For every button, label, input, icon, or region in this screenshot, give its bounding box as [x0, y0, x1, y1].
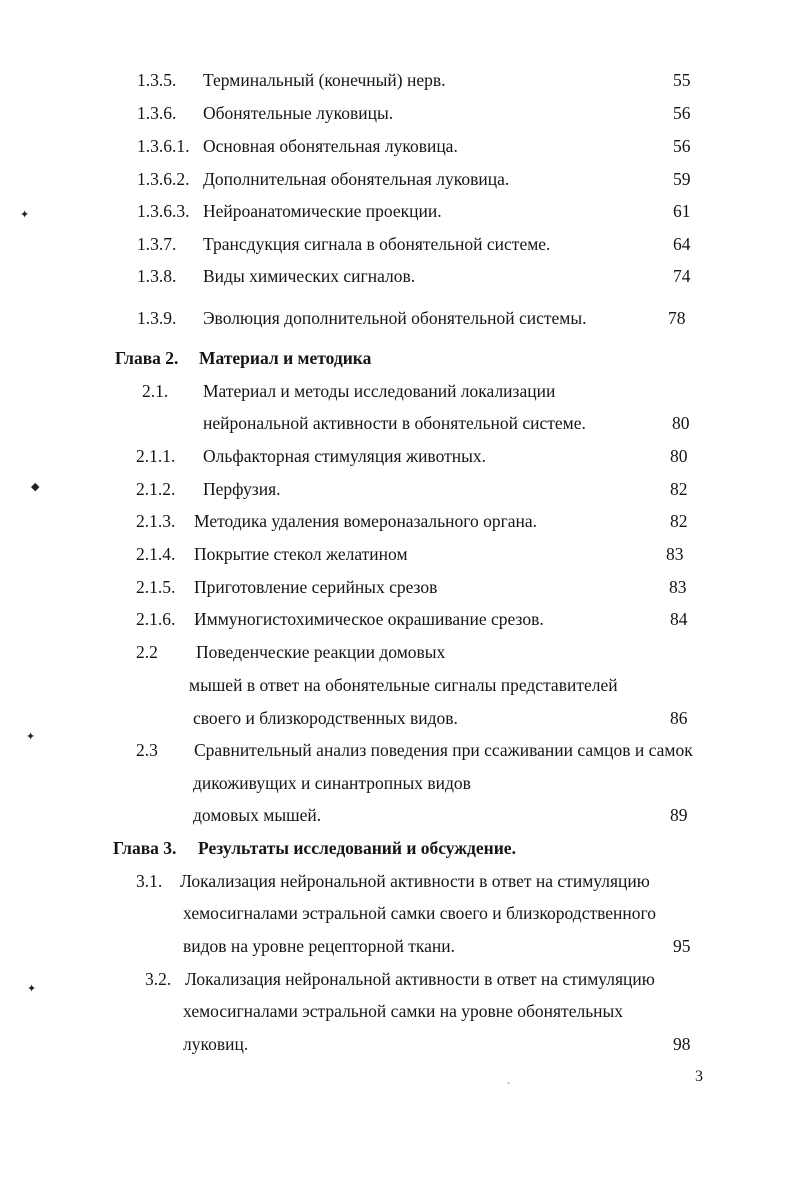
entry-title: Виды химических сигналов. [203, 266, 416, 286]
entry-page: 61 [673, 201, 691, 221]
entry-number: 1.3.7. [137, 234, 177, 254]
entry-number: 1.3.6. [137, 103, 177, 123]
entry-number: 1.3.8. [137, 266, 177, 286]
entry-title: Эволюция дополнительной обонятельной системы. [203, 308, 587, 328]
entry-page: 78 [668, 308, 686, 328]
entry-title: Перфузия. [203, 479, 281, 499]
entry-number: 1.3.9. [137, 308, 177, 328]
entry-title: Поведенческие реакции домовых [196, 642, 446, 662]
entry-number: 2.1.2. [136, 479, 176, 499]
entry-page: 80 [670, 446, 688, 466]
entry-number: 2.1.5. [136, 577, 176, 597]
entry-title: луковиц. [183, 1034, 249, 1054]
scan-speck-icon: ◆ [31, 481, 40, 493]
entry-title: мышей в ответ на обонятельные сигналы представителей [189, 675, 618, 695]
entry-number: 2.1. [142, 381, 169, 401]
chapter-title: Материал и методика [199, 348, 372, 368]
entry-title: Покрытие стекол желатином [194, 544, 408, 564]
entry-title: Иммуногистохимическое окрашивание срезов. [194, 609, 544, 629]
entry-title: Обонятельные луковицы. [203, 103, 394, 123]
entry-page: 82 [670, 511, 688, 531]
entry-title: Нейроанатомические проекции. [203, 201, 442, 221]
chapter-number: Глава 2. [115, 348, 179, 368]
entry-page: 56 [673, 103, 691, 123]
entry-number: 2.3 [136, 740, 158, 760]
entry-title: дикоживущих и синантропных видов [193, 773, 471, 793]
entry-number: 1.3.5. [137, 70, 177, 90]
scan-speck-icon: ✦ [20, 209, 30, 221]
entry-title: хемосигналами эстральной самки своего и близкородственного [183, 903, 657, 923]
entry-page: 82 [670, 479, 688, 499]
entry-title: Ольфакторная стимуляция животных. [203, 446, 486, 466]
entry-title: нейрональной активности в обонятельной системе. [203, 413, 586, 433]
entry-page: 55 [673, 70, 691, 90]
entry-page: 59 [673, 169, 691, 189]
entry-number: 2.1.1. [136, 446, 176, 466]
entry-number: 1.3.6.2. [137, 169, 190, 189]
entry-number: 1.3.6.1. [137, 136, 190, 156]
entry-page: 56 [673, 136, 691, 156]
scan-speck-icon: ✦ [27, 983, 37, 995]
entry-number: 1.3.6.3. [137, 201, 190, 221]
entry-number: 2.2 [136, 642, 158, 662]
entry-title: Материал и методы исследований локализации [203, 381, 556, 401]
entry-page: 74 [673, 266, 691, 286]
entry-page: 84 [670, 609, 688, 629]
entry-title: Терминальный (конечный) нерв. [203, 70, 446, 90]
entry-number: 2.1.3. [136, 511, 176, 531]
entry-page: 83 [666, 544, 684, 564]
page-number: 3 [695, 1068, 703, 1085]
chapter-number: Глава 3. [113, 838, 177, 858]
entry-title: Сравнительный анализ поведения при ссаживании самцов и самок [194, 740, 693, 760]
entry-title: домовых мышей. [193, 805, 322, 825]
entry-page: 64 [673, 234, 691, 254]
entry-title: Приготовление серийных срезов [194, 577, 438, 597]
entry-title: хемосигналами эстральной самки на уровне обонятельных [183, 1001, 624, 1021]
entry-title: Методика удаления вомероназального органа. [194, 511, 538, 531]
entry-number: 2.1.4. [136, 544, 176, 564]
entry-number: 2.1.6. [136, 609, 176, 629]
entry-title: Дополнительная обонятельная луковица. [203, 169, 510, 189]
entry-title: Основная обонятельная луковица. [203, 136, 458, 156]
entry-title: Трансдукция сигнала в обонятельной системе. [203, 234, 551, 254]
entry-page: 89 [670, 805, 688, 825]
chapter-title: Результаты исследований и обсуждение. [198, 838, 516, 858]
entry-title: своего и близкородственных видов. [193, 708, 458, 728]
entry-page: 86 [670, 708, 688, 728]
entry-number: 3.2. [145, 969, 172, 989]
scan-speck-icon: ` [507, 1081, 510, 1091]
entry-page: 83 [669, 577, 687, 597]
entry-page: 80 [672, 413, 690, 433]
entry-title: Локализация нейрональной активности в ответ на стимуляцию [180, 871, 650, 891]
entry-title: видов на уровне рецепторной ткани. [183, 936, 455, 956]
entry-page: 98 [673, 1034, 691, 1054]
entry-page: 95 [673, 936, 691, 956]
scan-speck-icon: ✦ [26, 731, 36, 743]
entry-title: Локализация нейрональной активности в ответ на стимуляцию [185, 969, 655, 989]
entry-number: 3.1. [136, 871, 163, 891]
